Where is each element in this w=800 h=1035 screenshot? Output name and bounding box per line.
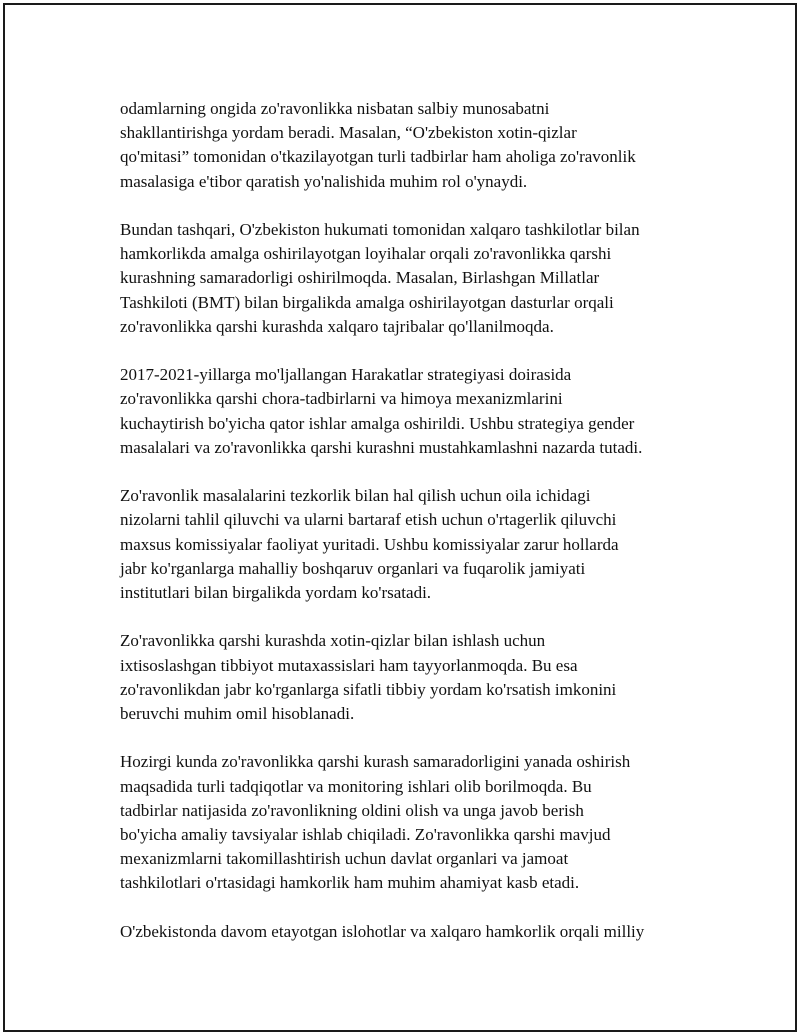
text-line: jabr ko'rganlarga mahalliy boshqaruv organlari va fuqarolik jamiyati <box>120 558 586 578</box>
paragraph-5 <box>120 629 700 726</box>
text-line: shakllantirishga yordam beradi. Masalan, “O'zbekiston xotin-qizlar <box>120 123 577 143</box>
text-line: Zo'ravonlikka qarshi kurashda xotin-qizlar bilan ishlash uchun <box>120 631 546 651</box>
text-line: Hozirgi kunda zo'ravonlikka qarshi kurash samaradorligini yanada oshirish <box>120 752 631 772</box>
text-line: odamlarning ongida zo'ravonlikka nisbatan salbiy munosabatni <box>120 99 550 118</box>
paragraph-2 <box>120 218 700 339</box>
text-line: qo'mitasi” tomonidan o'tkazilayotgan turli tadbirlar ham aholiga zo'ravonlik <box>120 147 636 167</box>
text-line: maqsadida turli tadqiqotlar va monitoring ishlari olib borilmoqda. Bu <box>120 776 592 796</box>
text-line: masalalari va zo'ravonlikka qarshi kurashni mustahkamlashni nazarda tutadi. <box>120 437 643 457</box>
text-line: hamkorlikda amalga oshirilayotgan loyihalar orqali zo'ravonlikka qarshi <box>120 244 612 264</box>
paragraph-7 <box>120 920 700 944</box>
paragraph-1 <box>120 97 700 194</box>
text-line: beruvchi muhim omil hisoblanadi. <box>120 704 355 724</box>
text-line: institutlari bilan birgalikda yordam ko'rsatadi. <box>120 583 432 603</box>
text-line: tadbirlar natijasida zo'ravonlikning oldini olish va unga javob berish <box>120 800 584 820</box>
paragraph-6 <box>120 750 700 895</box>
text-line: nizolarni tahlil qiluvchi va ularni bartaraf etish uchun o'rtagerlik qiluvchi <box>120 510 617 530</box>
text-line: Zo'ravonlik masalalarini tezkorlik bilan hal qilish uchun oila ichidagi <box>120 486 591 506</box>
text-line: mexanizmlarni takomillashtirish uchun davlat organlari va jamoat <box>120 849 569 869</box>
text-line: Tashkiloti (BMT) bilan birgalikda amalga oshirilayotgan dasturlar orqali <box>120 292 614 312</box>
text-line: maxsus komissiyalar faoliyat yuritadi. Ushbu komissiyalar zarur hollarda <box>120 534 619 554</box>
text-line: tashkilotlari o'rtasidagi hamkorlik ham muhim ahamiyat kasb etadi. <box>120 873 580 893</box>
text-line: zo'ravonlikdan jabr ko'rganlarga sifatli tibbiy yordam ko'rsatish imkonini <box>120 679 617 699</box>
text-line: 2017-2021-yillarga mo'ljallangan Harakatlar strategiyasi doirasida <box>120 365 572 385</box>
text-line: Bundan tashqari, O'zbekiston hukumati tomonidan xalqaro tashkilotlar bilan <box>120 220 640 239</box>
text-line: zo'ravonlikka qarshi kurashda xalqaro tajribalar qo'llanilmoqda. <box>120 316 554 336</box>
text-line: zo'ravonlikka qarshi chora-tadbirlarni va himoya mexanizmlarini <box>120 389 563 409</box>
text-line: O'zbekistonda davom etayotgan islohotlar va xalqaro hamkorlik orqali milliy <box>120 921 645 941</box>
text-line: masalasiga e'tibor qaratish yo'nalishida muhim rol o'ynaydi. <box>120 171 528 191</box>
text-line: kuchaytirish bo'yicha qator ishlar amalga oshirildi. Ushbu strategiya gender <box>120 413 635 433</box>
document-body <box>120 97 700 968</box>
text-line: kurashning samaradorligi oshirilmoqda. Masalan, Birlashgan Millatlar <box>120 268 600 288</box>
text-line: bo'yicha amaliy tavsiyalar ishlab chiqiladi. Zo'ravonlikka qarshi mavjud <box>120 825 611 845</box>
text-line: ixtisoslashgan tibbiyot mutaxassislari ham tayyorlanmoqda. Bu esa <box>120 655 578 675</box>
page-frame <box>3 3 797 1032</box>
paragraph-3 <box>120 363 700 460</box>
paragraph-4 <box>120 484 700 605</box>
